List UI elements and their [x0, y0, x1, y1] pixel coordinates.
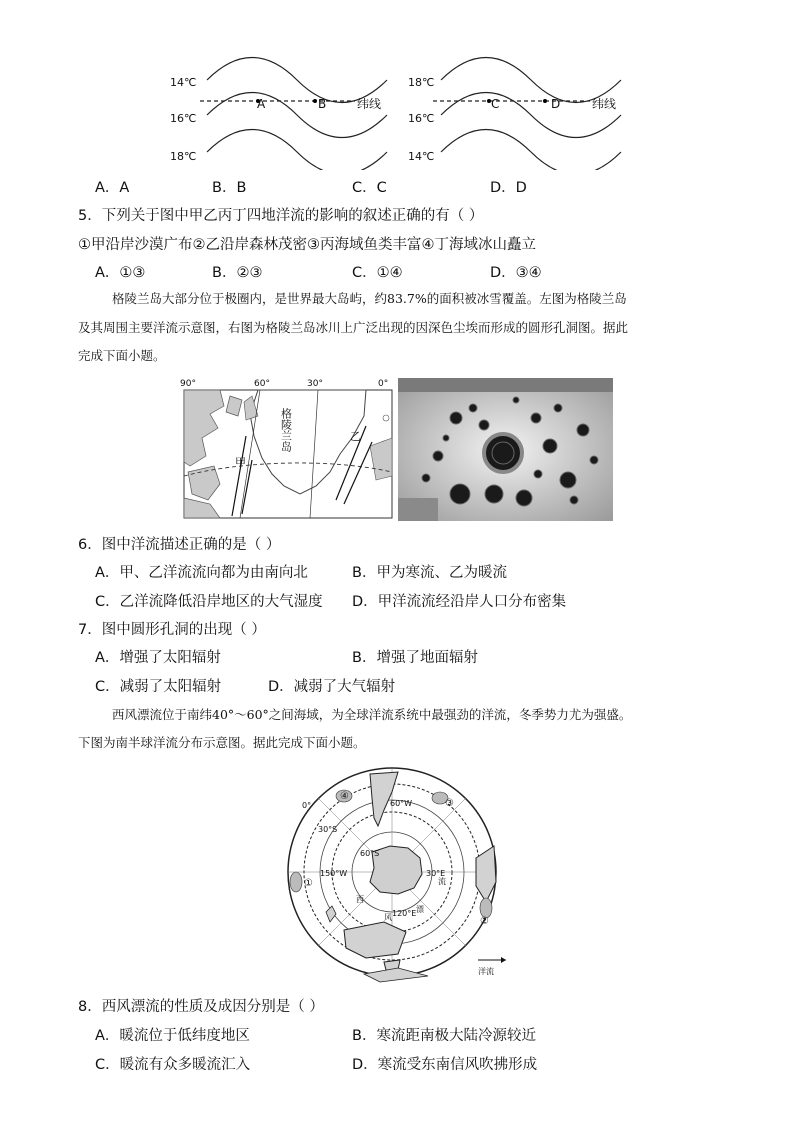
point-a-label: A: [257, 97, 266, 111]
q8-option-a: A．暖流位于低纬度地区: [95, 1028, 250, 1044]
q4-option-a: A．A: [95, 180, 130, 196]
point-d: [543, 99, 547, 103]
q4-option-d: D．D: [490, 180, 527, 196]
southern-hemisphere-current-map: [280, 762, 520, 984]
q8-option-c: C．暖流有众多暖流汇入: [95, 1057, 251, 1073]
point-b-label: B: [318, 97, 327, 111]
point-b: [313, 99, 317, 103]
passage1-line1: 格陵兰岛大部分位于极圈内，是世界最大岛屿，约83.7%的面积被冰雪覆盖。左图为格陵兰岛: [112, 291, 627, 306]
lon-label: 60°: [254, 379, 270, 389]
area-marker: [480, 898, 492, 918]
q7-option-d: D．减弱了大气辐射: [268, 679, 396, 695]
lon-label: 0°: [378, 379, 389, 389]
q6-option-b: B．甲为寒流、乙为暖流: [352, 565, 507, 581]
passage1-line3: 完成下面小题。: [78, 348, 166, 363]
lon-120e-label: 120°E: [392, 909, 417, 918]
area-4-label: ④: [340, 791, 349, 802]
lon-60w-label: 60°W: [390, 799, 413, 808]
q5-stem: 5．下列关于图中甲乙丙丁四地洋流的影响的叙述正确的有（ ）: [78, 208, 484, 224]
q8-option-b: B．寒流距南极大陆冷源较近: [352, 1028, 536, 1044]
q6-option-c: C．乙洋流降低沿岸地区的大气湿度: [95, 594, 323, 610]
wind-drift-char: 流: [438, 877, 446, 886]
q4-option-b: B．B: [212, 180, 247, 196]
q5-option-d: D．③④: [490, 265, 542, 281]
land-mass: [383, 415, 389, 421]
latitude-label: 纬线: [592, 97, 617, 111]
passage2-line1: 西风漂流位于南纬40°～60°之间海域，为全球洋流系统中最强劲的洋流，冬季势力尤为强盛。: [112, 707, 632, 722]
legend-label: 洋流: [478, 967, 494, 976]
q4-option-c: C．C: [352, 180, 387, 196]
q8-stem: 8．西风漂流的性质及成因分别是（ ）: [78, 999, 324, 1015]
isotherm-line: [441, 130, 621, 171]
isotherm-label: 18℃: [170, 150, 197, 163]
q7-option-c: C．减弱了太阳辐射: [95, 679, 222, 695]
area-1-label: ①: [304, 878, 313, 889]
area-2-label: ②: [480, 916, 489, 927]
isotherm-label: 14℃: [170, 76, 197, 89]
q7-stem: 7．图中圆形孔洞的出现（ ）: [78, 622, 266, 638]
lon-label: 30°: [307, 379, 323, 389]
q7-option-b: B．增强了地面辐射: [352, 650, 478, 666]
isotherm-figure: [165, 50, 635, 170]
isotherm-label: 18℃: [408, 76, 435, 89]
q5-option-c: C．①④: [352, 265, 403, 281]
lat-60s-label: 60°S: [360, 849, 380, 858]
passage1-line2: 及其周围主要洋流示意图，右图为格陵兰岛冰川上广泛出现的因深色尘埃而形成的圆形孔洞图。据此: [78, 320, 629, 335]
wind-drift-char: 风: [384, 913, 392, 922]
point-c-label: C: [491, 97, 500, 111]
q5-option-b: B．②③: [212, 265, 263, 281]
isotherm-label: 16℃: [170, 112, 197, 125]
isotherm-label: 16℃: [408, 112, 435, 125]
lon-30e-label: 30°E: [426, 869, 446, 878]
greenland-label: 格陵兰岛: [279, 408, 293, 452]
current-yi-label: 乙: [350, 430, 361, 443]
current-jia-label: 甲: [235, 456, 246, 469]
wind-drift-char: 漂: [416, 905, 424, 914]
q5-option-a: A．①③: [95, 265, 146, 281]
lat-30s-label: 30°S: [318, 825, 338, 834]
latitude-label: 纬线: [357, 97, 382, 111]
lon-0-label: 0°: [302, 801, 312, 810]
isotherm-line: [207, 130, 387, 171]
isotherm-label: 14℃: [408, 150, 435, 163]
q6-option-d: D．甲洋流流经沿岸人口分布密集: [352, 594, 567, 610]
point-d-label: D: [551, 97, 561, 111]
passage2-line2: 下图为南半球洋流分布示意图。据此完成下面小题。: [78, 735, 366, 750]
lon-150w-label: 150°W: [320, 869, 348, 878]
area-marker: [290, 872, 302, 892]
q8-option-d: D．寒流受东南信风吹拂形成: [352, 1057, 538, 1073]
q5-items: ①甲沿岸沙漠广布②乙沿岸森林茂密③丙海域鱼类丰富④丁海域冰山矗立: [78, 237, 536, 253]
lon-label: 90°: [180, 379, 196, 389]
q7-option-a: A．增强了太阳辐射: [95, 650, 221, 666]
q6-option-a: A．甲、乙洋流流向都为由南向北: [95, 565, 308, 581]
ice-holes-photo: [398, 378, 613, 521]
area-3-label: ③: [445, 798, 454, 809]
greenland-current-map: [180, 376, 396, 520]
wind-drift-char: 西: [356, 895, 364, 904]
q6-stem: 6．图中洋流描述正确的是（ ）: [78, 537, 281, 553]
